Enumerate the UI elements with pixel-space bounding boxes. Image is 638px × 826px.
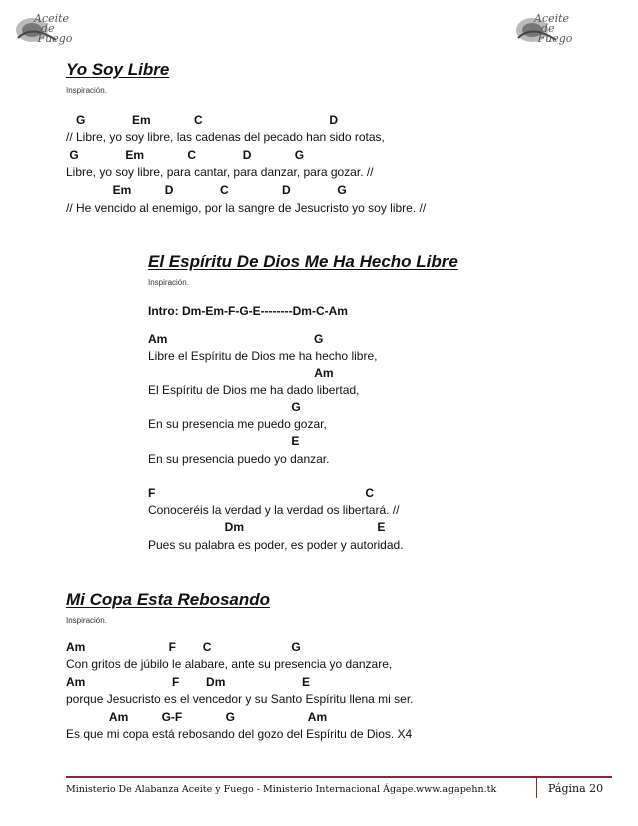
logo-right	[512, 8, 576, 48]
song3-line-1: Con gritos de júbilo le alabare, ante su presencia yo danzare,	[66, 657, 393, 671]
song2-line-6: E	[148, 434, 300, 448]
song3-line-5: Es que mi copa está rebosando del gozo del Espíritu de Dios. X4	[66, 727, 413, 741]
song2-line-4: G	[148, 400, 301, 414]
song3-title: Mi Copa Esta Rebosando	[66, 590, 271, 609]
song1-subtitle: Inspiración.	[66, 86, 107, 95]
footer-url: www.agapehn.tk	[416, 784, 497, 795]
song2-title: El Espíritu De Dios Me Ha Hecho Libre	[148, 252, 458, 271]
song2-intro: Intro: Dm-Em-F-G-E--------Dm-C-Am	[148, 304, 348, 318]
song1-line-2: G Em C D G	[66, 148, 305, 162]
song2-line-9: Conoceréis la verdad y la verdad os libertará. //	[148, 503, 400, 517]
song2-line-1: Libre el Espíritu de Dios me ha hecho libre,	[148, 349, 378, 363]
footer-rule	[66, 776, 612, 778]
song2-line-3: El Espíritu de Dios me ha dado libertad,	[148, 383, 360, 397]
song1-line-1: // Libre, yo soy libre, las cadenas del pecado han sido rotas,	[66, 130, 385, 144]
footer-ministry: Ministerio De Alabanza Aceite y Fuego - Ministerio Internacional Ágape.	[66, 784, 417, 795]
song2-line-2: Am	[148, 366, 334, 380]
song2-line-7: En su presencia puedo yo danzar.	[148, 452, 330, 466]
song2-line-8: F C	[148, 486, 375, 500]
song1-title: Yo Soy Libre	[66, 60, 170, 79]
song3-line-4: Am G-F G Am	[66, 710, 328, 724]
logo-left-text: Aceite de Fuego	[34, 12, 73, 45]
song1-line-4: Em D C D G	[66, 183, 347, 197]
song3-line-2: Am F Dm E	[66, 675, 311, 689]
song2-line-10: Dm E	[148, 520, 386, 534]
song1-line-0: G Em C D	[66, 113, 339, 127]
song1-line-3: Libre, yo soy libre, para cantar, para danzar, para gozar. //	[66, 165, 374, 179]
song2-subtitle: Inspiración.	[148, 278, 189, 287]
song2-line-11: Pues su palabra es poder, es poder y autoridad.	[148, 538, 404, 552]
song2-line-0: Am G	[148, 332, 324, 346]
song2-line-5: En su presencia me puedo gozar,	[148, 417, 327, 431]
page-number: Página 20	[548, 782, 604, 795]
song3-line-3: porque Jesucristo es el vencedor y su Santo Espíritu llena mi ser.	[66, 692, 414, 706]
footer-separator	[536, 778, 537, 798]
logo-left	[12, 8, 76, 48]
song1-line-5: // He vencido al enemigo, por la sangre de Jesucristo yo soy libre. //	[66, 201, 427, 215]
song3-subtitle: Inspiración.	[66, 616, 107, 625]
song3-line-0: Am F C G	[66, 640, 301, 654]
logo-right-text: Aceite de Fuego	[534, 12, 573, 45]
